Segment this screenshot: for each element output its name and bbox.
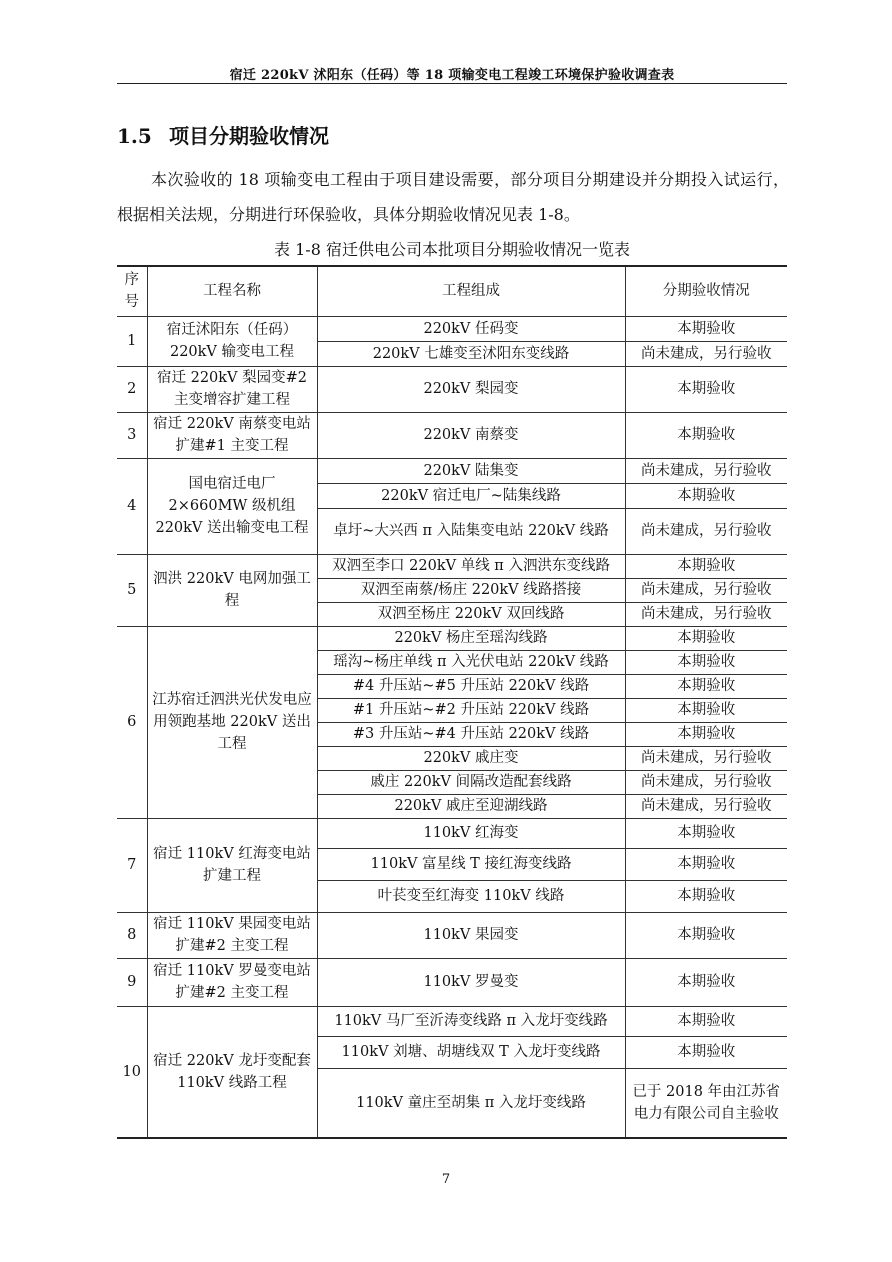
header-rule bbox=[117, 83, 787, 84]
project-name: 宿迁 110kV 红海变电站扩建工程 bbox=[147, 818, 317, 912]
project-composition: 双泗至杨庄 220kV 双回线路 bbox=[317, 602, 625, 626]
table-row bbox=[117, 958, 787, 1006]
project-name: 宿迁 220kV 龙圩变配套 110kV 线路工程 bbox=[147, 1006, 317, 1138]
table-body bbox=[117, 316, 787, 1138]
project-composition: 220kV 戚庄至迎湖线路 bbox=[317, 794, 625, 818]
table-row bbox=[117, 912, 787, 958]
section-number: 1.5 bbox=[117, 124, 152, 148]
project-composition: 双泗至李口 220kV 单线 π 入泗洪东变线路 bbox=[317, 554, 625, 578]
acceptance-status: 本期验收 bbox=[625, 554, 787, 578]
table-row bbox=[117, 818, 787, 848]
acceptance-status: 尚未建成，另行验收 bbox=[625, 770, 787, 794]
project-composition: #3 升压站~#4 升压站 220kV 线路 bbox=[317, 722, 625, 746]
page-header: 宿迁 220kV 沭阳东（任码）等 18 项输变电工程竣工环境保护验收调查表 bbox=[229, 68, 675, 83]
acceptance-status: 本期验收 bbox=[625, 818, 787, 848]
acceptance-status: 本期验收 bbox=[625, 698, 787, 722]
header-composition: 工程组成 bbox=[317, 266, 625, 316]
project-composition: 卓圩~大兴西 π 入陆集变电站 220kV 线路 bbox=[317, 508, 625, 554]
acceptance-status: 尚未建成，另行验收 bbox=[625, 341, 787, 366]
acceptance-status: 本期验收 bbox=[625, 316, 787, 341]
project-composition: 220kV 梨园变 bbox=[317, 366, 625, 412]
section-heading bbox=[117, 120, 329, 149]
acceptance-status: 本期验收 bbox=[625, 366, 787, 412]
project-seq: 6 bbox=[117, 626, 147, 818]
project-name: 宿迁 110kV 果园变电站扩建#2 主变工程 bbox=[147, 912, 317, 958]
acceptance-status: 本期验收 bbox=[625, 674, 787, 698]
project-composition: #4 升压站~#5 升压站 220kV 线路 bbox=[317, 674, 625, 698]
acceptance-status: 本期验收 bbox=[625, 1036, 787, 1068]
acceptance-status: 本期验收 bbox=[625, 1006, 787, 1036]
acceptance-status: 本期验收 bbox=[625, 848, 787, 880]
acceptance-status: 本期验收 bbox=[625, 912, 787, 958]
project-composition: #1 升压站~#2 升压站 220kV 线路 bbox=[317, 698, 625, 722]
project-name: 宿迁 220kV 梨园变#2 主变增容扩建工程 bbox=[147, 366, 317, 412]
acceptance-status: 已于 2018 年由江苏省电力有限公司自主验收 bbox=[625, 1068, 787, 1138]
project-composition: 110kV 马厂至沂涛变线路 π 入龙圩变线路 bbox=[317, 1006, 625, 1036]
acceptance-status: 本期验收 bbox=[625, 412, 787, 458]
header-seq: 序号 bbox=[117, 266, 147, 316]
project-composition: 110kV 罗曼变 bbox=[317, 958, 625, 1006]
acceptance-status: 本期验收 bbox=[625, 626, 787, 650]
acceptance-status: 本期验收 bbox=[625, 880, 787, 912]
project-name: 泗洪 220kV 电网加强工程 bbox=[147, 554, 317, 626]
header-name: 工程名称 bbox=[147, 266, 317, 316]
project-composition: 220kV 杨庄至瑶沟线路 bbox=[317, 626, 625, 650]
table-row bbox=[117, 458, 787, 483]
acceptance-status: 尚未建成，另行验收 bbox=[625, 578, 787, 602]
phased-acceptance-table bbox=[117, 265, 787, 1139]
project-composition: 瑶沟~杨庄单线 π 入光伏电站 220kV 线路 bbox=[317, 650, 625, 674]
project-composition: 110kV 刘塘、胡塘线双 T 入龙圩变线路 bbox=[317, 1036, 625, 1068]
project-composition: 220kV 南蔡变 bbox=[317, 412, 625, 458]
header-status: 分期验收情况 bbox=[625, 266, 787, 316]
page-number: 7 bbox=[441, 1172, 451, 1187]
project-seq: 8 bbox=[117, 912, 147, 958]
project-composition: 220kV 任码变 bbox=[317, 316, 625, 341]
table-row bbox=[117, 316, 787, 341]
project-seq: 9 bbox=[117, 958, 147, 1006]
project-name: 江苏宿迁泗洪光伏发电应用领跑基地 220kV 送出工程 bbox=[147, 626, 317, 818]
acceptance-status: 本期验收 bbox=[625, 650, 787, 674]
acceptance-status: 本期验收 bbox=[625, 483, 787, 508]
project-name: 宿迁沭阳东（任码）220kV 输变电工程 bbox=[147, 316, 317, 366]
table-row bbox=[117, 554, 787, 578]
project-seq: 5 bbox=[117, 554, 147, 626]
project-name: 国电宿迁电厂 2×660MW 级机组 220kV 送出输变电工程 bbox=[147, 458, 317, 554]
table-header-row bbox=[117, 266, 787, 316]
body-paragraph: 本次验收的 18 项输变电工程由于项目建设需要，部分项目分期建设并分期投入试运行，根据相关法规，分期进行环保验收，具体分期验收情况见表 1-8。 bbox=[117, 170, 789, 224]
project-composition: 110kV 红海变 bbox=[317, 818, 625, 848]
project-composition: 220kV 戚庄变 bbox=[317, 746, 625, 770]
acceptance-status: 尚未建成，另行验收 bbox=[625, 602, 787, 626]
project-seq: 2 bbox=[117, 366, 147, 412]
project-composition: 220kV 宿迁电厂~陆集线路 bbox=[317, 483, 625, 508]
acceptance-status: 本期验收 bbox=[625, 958, 787, 1006]
project-name: 宿迁 110kV 罗曼变电站扩建#2 主变工程 bbox=[147, 958, 317, 1006]
project-composition: 110kV 果园变 bbox=[317, 912, 625, 958]
project-composition: 叶苌变至红海变 110kV 线路 bbox=[317, 880, 625, 912]
project-composition: 戚庄 220kV 间隔改造配套线路 bbox=[317, 770, 625, 794]
table-row bbox=[117, 366, 787, 412]
project-composition: 110kV 富星线 T 接红海变线路 bbox=[317, 848, 625, 880]
acceptance-status: 尚未建成，另行验收 bbox=[625, 508, 787, 554]
table-row bbox=[117, 412, 787, 458]
acceptance-status: 本期验收 bbox=[625, 722, 787, 746]
project-seq: 4 bbox=[117, 458, 147, 554]
project-name: 宿迁 220kV 南蔡变电站扩建#1 主变工程 bbox=[147, 412, 317, 458]
project-composition: 220kV 陆集变 bbox=[317, 458, 625, 483]
project-composition: 110kV 童庄至胡集 π 入龙圩变线路 bbox=[317, 1068, 625, 1138]
project-composition: 双泗至南蔡/杨庄 220kV 线路搭接 bbox=[317, 578, 625, 602]
project-seq: 7 bbox=[117, 818, 147, 912]
acceptance-status: 尚未建成，另行验收 bbox=[625, 746, 787, 770]
section-title: 项目分期验收情况 bbox=[169, 124, 329, 148]
project-seq: 1 bbox=[117, 316, 147, 366]
acceptance-status: 尚未建成，另行验收 bbox=[625, 794, 787, 818]
table-row bbox=[117, 1006, 787, 1036]
table-caption: 表 1-8 宿迁供电公司本批项目分期验收情况一览表 bbox=[274, 240, 630, 259]
table-row bbox=[117, 626, 787, 650]
project-seq: 10 bbox=[117, 1006, 147, 1138]
acceptance-status: 尚未建成，另行验收 bbox=[625, 458, 787, 483]
project-composition: 220kV 七雄变至沭阳东变线路 bbox=[317, 341, 625, 366]
project-seq: 3 bbox=[117, 412, 147, 458]
